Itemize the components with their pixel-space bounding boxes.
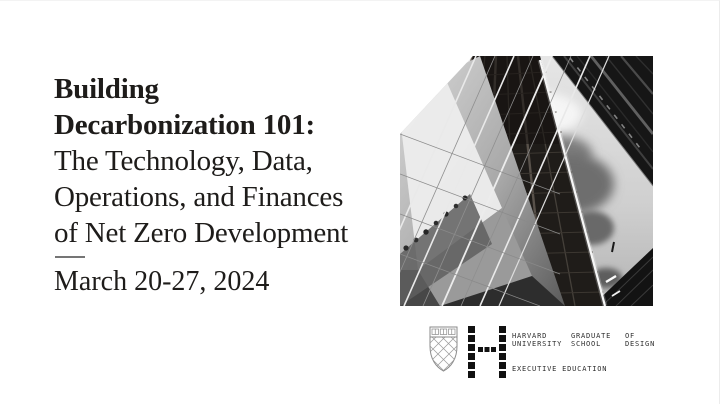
harvard-gsd-shield-icon	[428, 325, 459, 378]
title-line-1: Building	[54, 73, 159, 105]
title-line-2: Decarbonization 101:	[54, 109, 315, 141]
subtitle-line-3: of Net Zero Development	[54, 217, 349, 249]
brand-program-label: EXECUTIVE EDUCATION	[512, 365, 608, 373]
divider-rule	[55, 256, 85, 258]
headline-block	[54, 71, 348, 299]
date-text: March 20-27, 2024	[54, 266, 270, 297]
gsd-pixel-h-logo-icon	[468, 326, 506, 383]
brand-col-design: OF DESIGN	[625, 332, 656, 348]
subtitle-line-2: Operations, and Finances	[54, 181, 344, 213]
brand-lockup	[428, 323, 668, 383]
skyscraper-photo	[400, 56, 653, 306]
brand-col-harvard: HARVARD UNIVERSITY	[512, 332, 563, 348]
subtitle-line-1: The Technology, Data,	[54, 145, 313, 177]
brand-col-graduate: GRADUATE SCHOOL	[571, 332, 612, 348]
